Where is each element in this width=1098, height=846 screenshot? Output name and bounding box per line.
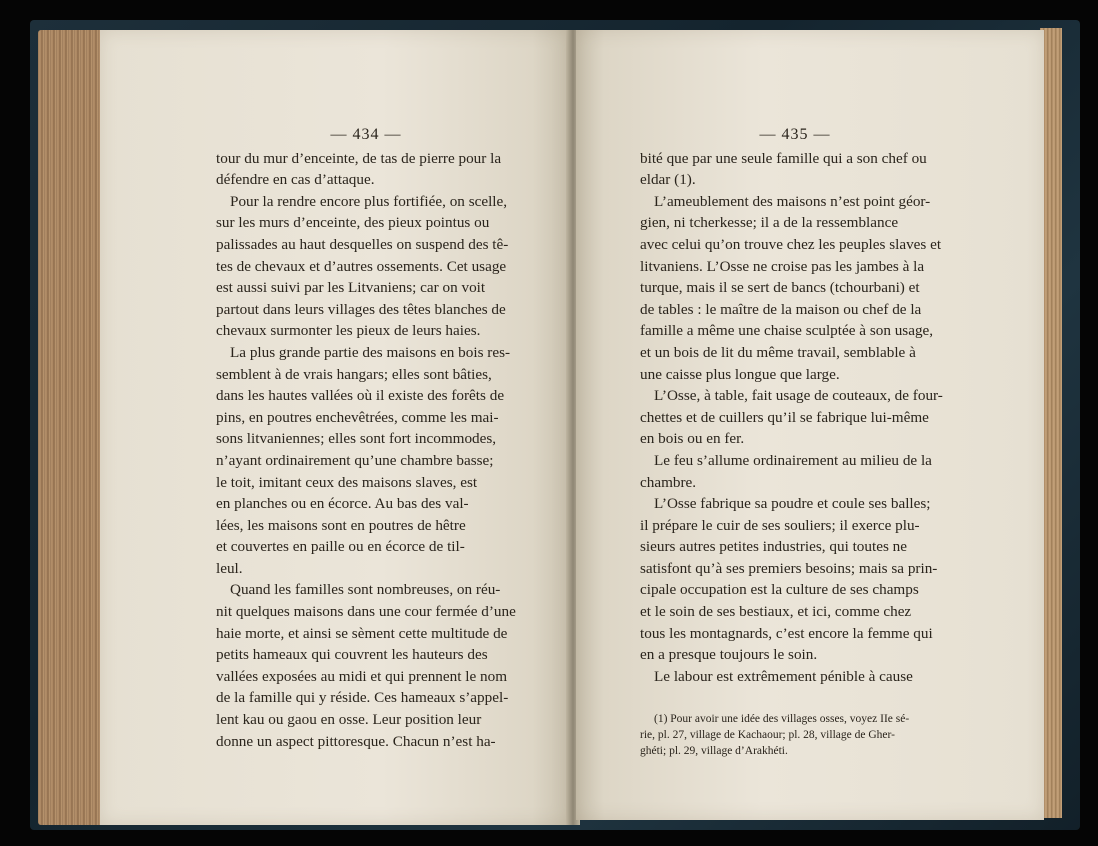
footnote-line: (1) Pour avoir une idée des villages osses, voyez IIe sé- (654, 713, 910, 726)
text-line: et le soin de ses bestiaux, et ici, comme chez (640, 603, 912, 621)
text-line: sieurs autres petites industries, qui toutes ne (640, 538, 907, 556)
text-line: Le labour est extrêmement pénible à cause (654, 667, 913, 685)
text-line: Pour la rendre encore plus fortifiée, on scelle, (230, 192, 508, 210)
text-line: donne un aspect pittoresque. Chacun n’est ha- (216, 732, 496, 750)
text-line: cipale occupation est la culture de ses champs (640, 581, 919, 599)
text-line: litvaniens. L’Osse ne croise pas les jambes à la (640, 257, 925, 275)
text-line: L’ameublement des maisons n’est point géor- (654, 192, 931, 210)
footnote (640, 711, 950, 759)
text-line: partout dans leurs villages des têtes blanches de (216, 300, 506, 318)
text-line: tous les montagnards, c’est encore la femme qui (640, 624, 933, 642)
right-page-text (640, 124, 950, 759)
text-line: chettes et de cuillers qu’il se fabrique lui-même (640, 408, 929, 426)
text-line: gien, ni tcherkesse; il a de la ressemblance (640, 214, 899, 232)
text-line: en planches ou en écorce. Au bas des val- (216, 495, 469, 513)
text-line: Quand les familles sont nombreuses, on réu- (230, 581, 501, 599)
text-line: leul. (216, 559, 243, 577)
text-line: et un bois de lit du même travail, semblable à (640, 343, 916, 361)
text-line: défendre en cas d’attaque. (216, 171, 375, 189)
text-line: chevaux surmonter les pieux de leurs haies. (216, 322, 481, 340)
text-line: pins, en poutres enchevêtrées, comme les mai- (216, 408, 499, 426)
text-line: La plus grande partie des maisons en bois res- (230, 343, 511, 361)
text-line: de la famille qui y réside. Ces hameaux s’appel- (216, 689, 509, 707)
right-page-number: — 435 — (759, 126, 831, 143)
text-line: une caisse plus longue que large. (640, 365, 840, 383)
text-line: petits hameaux qui couvrent les hauteurs des (216, 646, 488, 664)
text-line: L’Osse fabrique sa poudre et coule ses balles; (654, 495, 931, 513)
text-line: sur les murs d’enceinte, des pieux pointus ou (216, 214, 490, 232)
text-line: bité que par une seule famille qui a son chef ou (640, 149, 927, 167)
text-line: le toit, imitant ceux des maisons slaves, est (216, 473, 478, 491)
text-line: turque, mais il se sert de bancs (tchourbani) et (640, 279, 920, 297)
text-line: avec celui qu’on trouve chez les peuples slaves et (640, 235, 942, 253)
text-line: semblent à de vrais hangars; elles sont bâties, (216, 365, 492, 383)
left-page-number: — 434 — (330, 126, 402, 143)
text-line: eldar (1). (640, 171, 696, 189)
text-line: en a presque toujours le soin. (640, 646, 818, 664)
text-line: L’Osse, à table, fait usage de couteaux, de four- (654, 387, 943, 405)
page-edges-left (38, 30, 108, 825)
left-page-text (216, 124, 516, 752)
left-page (100, 30, 570, 825)
text-line: haie morte, et ainsi se sèment cette multitude de (216, 624, 508, 642)
text-line: palissades au haut desquelles on suspend des tê- (216, 235, 509, 253)
right-page (576, 30, 1044, 820)
text-line: tes de chevaux et d’autres ossements. Cet usage (216, 257, 507, 275)
text-line: famille a même une chaise sculptée à son usage, (640, 322, 934, 340)
text-line: de tables : le maître de la maison ou chef de la (640, 300, 922, 318)
text-line: tour du mur d’enceinte, de tas de pierre pour la (216, 149, 502, 167)
text-line: il prépare le cuir de ses souliers; il exerce plu- (640, 516, 920, 534)
text-line: dans les hautes vallées où il existe des forêts de (216, 387, 505, 405)
text-line: lées, les maisons sont en poutres de hêtre (216, 516, 466, 534)
text-line: sons litvaniennes; elles sont fort incommodes, (216, 430, 497, 448)
text-line: Le feu s’allume ordinairement au milieu de la (654, 451, 932, 469)
text-line: lent kau ou gaou en osse. Leur position leur (216, 711, 482, 729)
text-line: vallées exposées au midi et qui prennent le nom (216, 667, 508, 685)
text-line: est aussi suivi par les Litvaniens; car on voit (216, 279, 486, 297)
text-line: satisfont qu’à ses premiers besoins; mais sa prin- (640, 559, 938, 577)
footnote-line: ghéti; pl. 29, village d’Arakhéti. (640, 745, 788, 758)
text-line: en bois ou en fer. (640, 430, 745, 448)
text-line: chambre. (640, 473, 697, 491)
text-line: et couvertes en paille ou en écorce de til- (216, 538, 465, 556)
text-line: n’ayant ordinairement qu’une chambre basse; (216, 451, 494, 469)
footnote-line: rie, pl. 27, village de Kachaour; pl. 28, village de Gher- (640, 729, 895, 742)
text-line: nit quelques maisons dans une cour fermée d’une (216, 603, 516, 621)
